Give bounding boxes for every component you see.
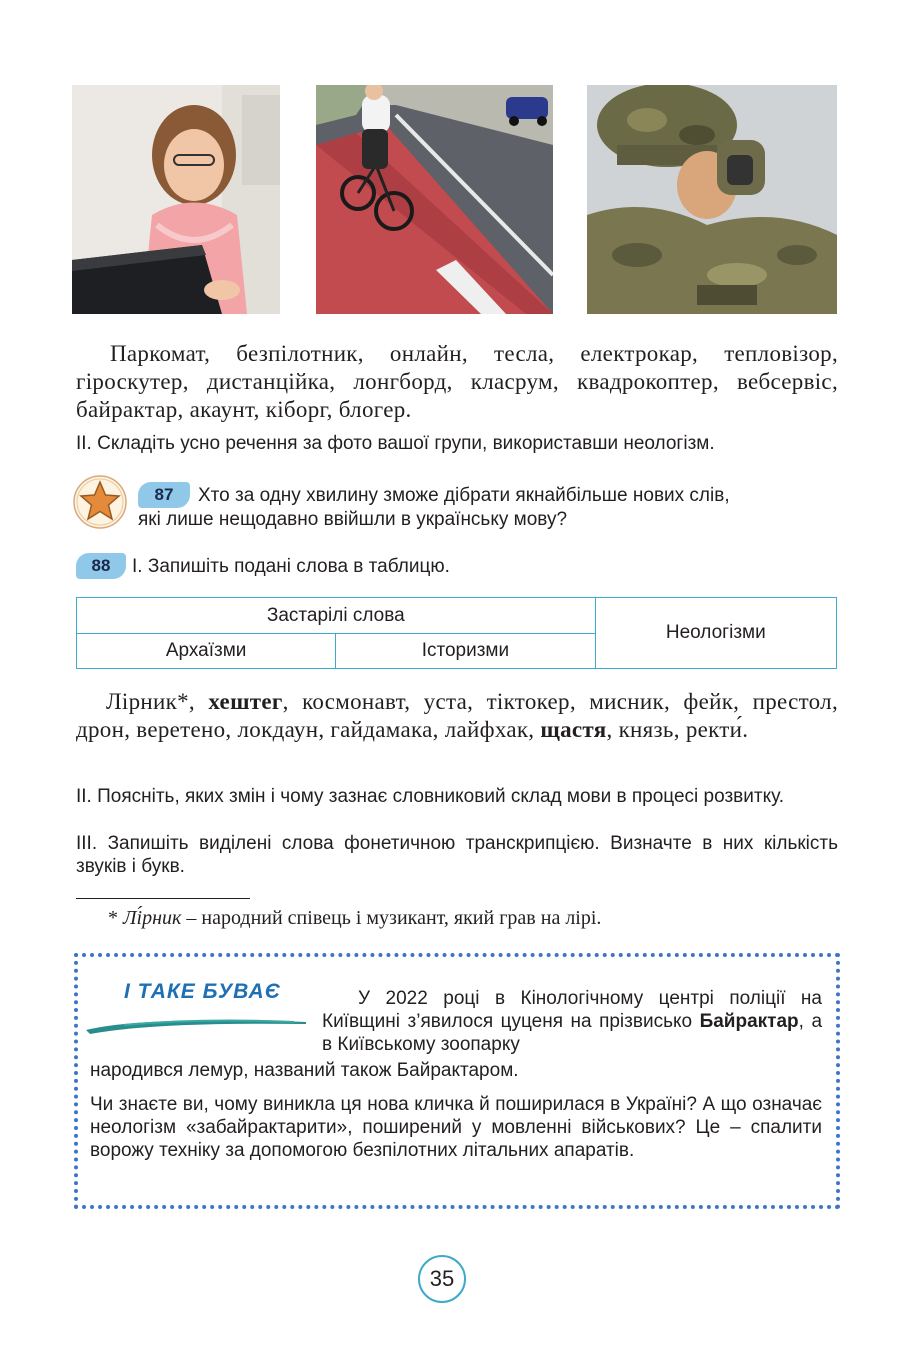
exercise-88-task-i: І. Запишіть подані слова в таблицю. [132,556,450,577]
info-box-p1-continuation: , а в Київському зоопарку [322,1011,823,1055]
page-number: 35 [418,1255,466,1303]
footnote-divider [76,898,250,899]
cyclist-on-bike-lane-photo [316,85,553,314]
footnote [108,905,838,931]
words-table [76,597,837,669]
info-box-paragraph-1-end: народився лемур, названий також Байрактаром. [90,1060,519,1081]
info-box-paragraph-2: Чи знаєте ви, чому виникла ця нова кличка й поширилася в Україні? А що означає неологізм «забайрактарити», поширений у мовленні військових? Це – спалити ворожу техніку за допомогою безпілотних літальних апаратів. [90,1094,822,1161]
words-paragraph [76,688,838,744]
girl-with-laptop-photo [72,85,280,314]
task-ii-group-photo: ІІ. Складіть усно речення за фото вашої групи, використавши неологізм. [76,433,715,454]
exercise-87-number: 87 [138,482,190,508]
exercise-88-task-ii: ІІ. Поясніть, яких змін і чому зазнає словниковий склад мови в процесі розвитку. [76,786,784,807]
footnote-term: Лі́рник [123,907,182,929]
table-header-neologisms: Неологізми [595,598,836,669]
star-icon [72,474,128,530]
neologisms-paragraph: Паркомат, безпілотник, онлайн, тесла, електрокар, тепловізор, гіроскутер, дистанційка, лонгборд, класрум, квадрокоптер, вебсервіс, байрактар, акаунт, кіборг, блогер. [76,341,838,422]
exercise-87-line2: які лише нещодавно ввійшли в українську мову? [138,509,568,530]
footnote-definition: – народний співець і музикант, який грав на лірі. [181,907,602,929]
exercise-88-task-iii: ІІІ. Запишіть виділені слова фонетичною транскрипцією. Визначте в них кількість звуків і букв. [76,833,838,877]
words-middle: , космонавт, уста, тіктокер, мисник, фейк, престол, дрон, веретено, локдаун, гайдамака, лайфхак, [76,689,838,742]
exercise-87-line1: Хто за одну хвилину зможе дібрати якнайбільше нових слів, [198,485,730,506]
word-heshteh: хештег [208,689,283,714]
footnote-star: * [108,907,123,929]
info-box-heading: І ТАКЕ БУВАЄ [124,980,281,1003]
word-shchastia: щастя [540,717,607,742]
brush-stroke-icon [84,1012,308,1034]
soldier-with-binoculars-photo [587,85,837,314]
table-header-historisms: Історизми [336,634,595,669]
table-header-obsolete: Застарілі слова [77,598,596,634]
word-lirnyk: Лірник*, [106,689,209,714]
info-box-bayraktar: Байрактар [699,1011,799,1032]
table-header-archaisms: Архаїзми [77,634,336,669]
words-end: , князь, ректи́. [606,717,749,742]
exercise-88-number: 88 [76,553,126,579]
info-box-paragraph-1-start [322,987,822,1056]
info-box-p1-text: У 2022 році в Кінологічному центрі поліції на Київщині з’явилося цуценя на прізвисько [322,988,822,1032]
